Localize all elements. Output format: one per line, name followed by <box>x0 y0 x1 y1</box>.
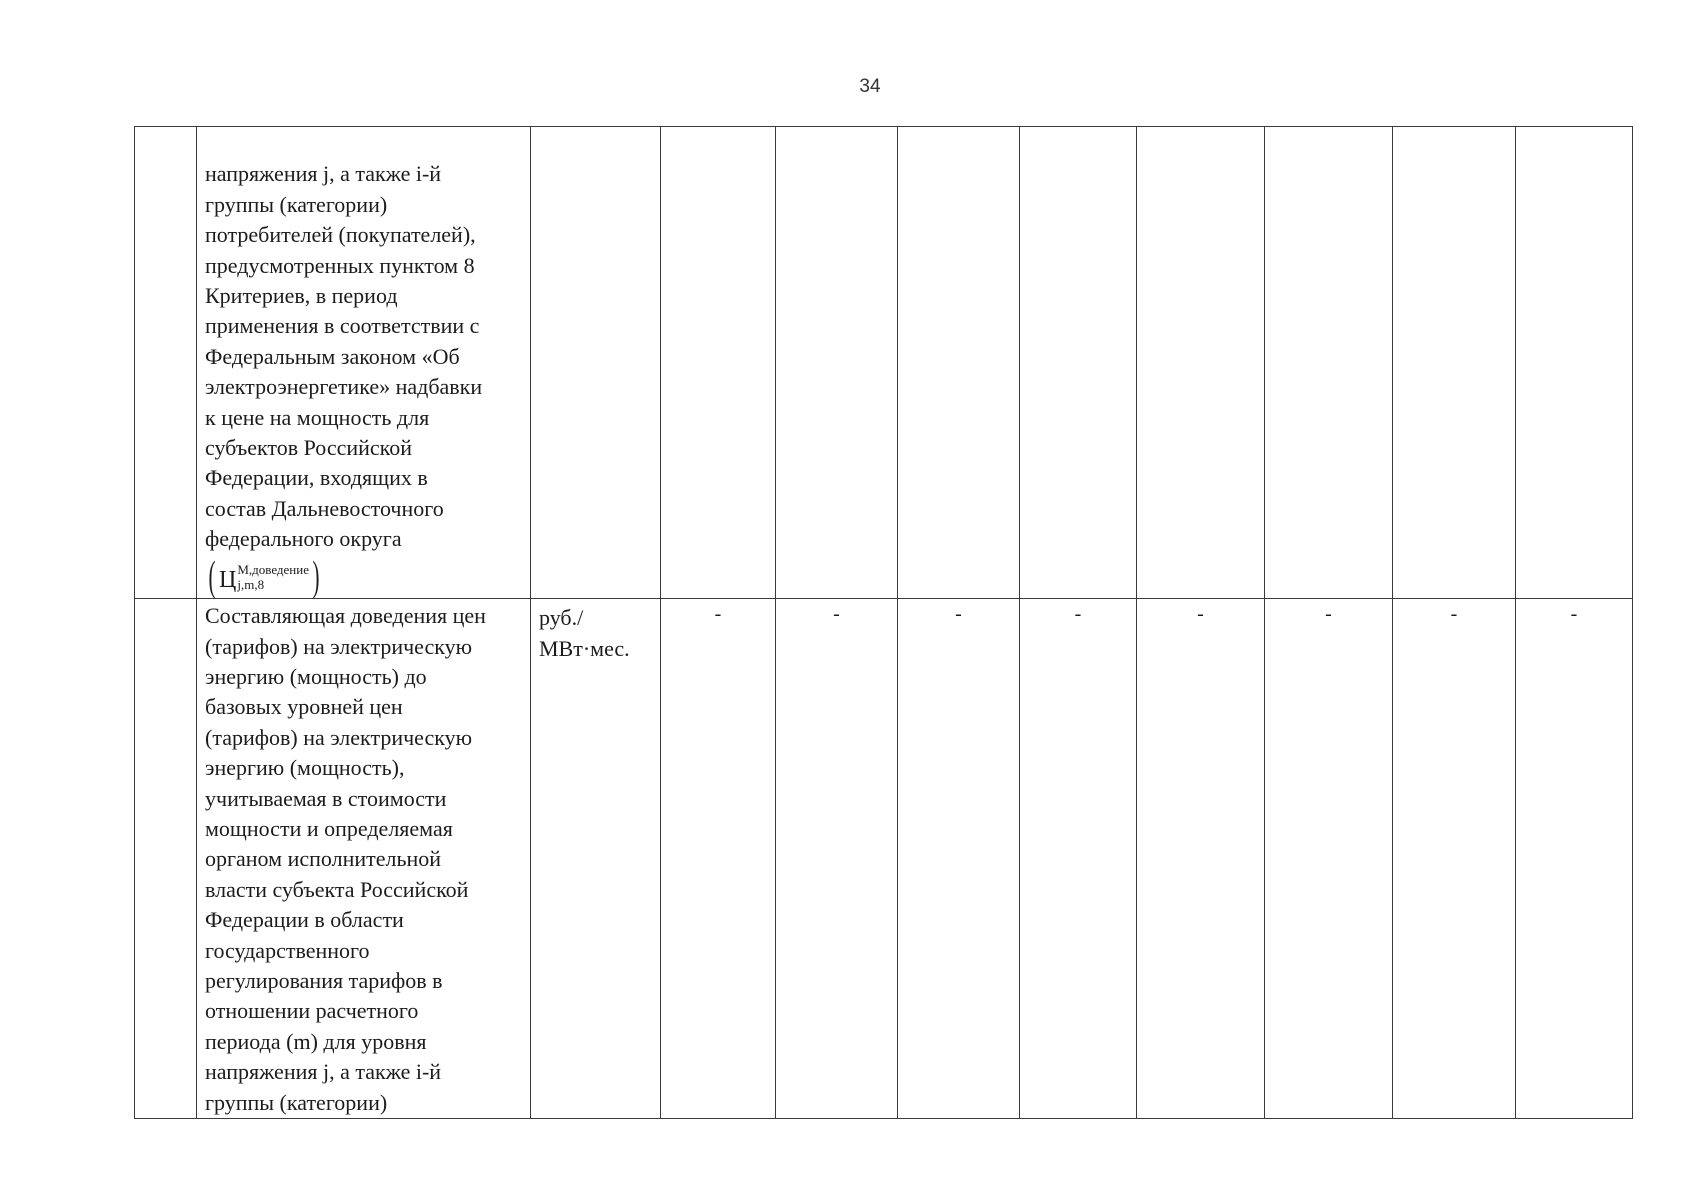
value-cell: - <box>1137 599 1265 1119</box>
row-number-cell <box>135 599 197 1119</box>
formula <box>205 553 323 600</box>
table-row <box>135 599 1633 1119</box>
formula-symbol: Ц <box>219 567 237 594</box>
value-cell <box>1393 127 1516 599</box>
left-paren-icon: ( <box>208 553 216 600</box>
value-cell: - <box>1265 599 1393 1119</box>
units-cell <box>531 127 661 599</box>
units-cell: руб./ МВт·мес. <box>531 599 661 1119</box>
description-text: напряжения j, а также i-й группы (категории) потребителей (покупателей), предусмотренных пунктом 8 Критериев, в период применения в соответствии с Федеральным законом «Об электроэнергетике» надбавки к цене на мощность для субъектов Российской Федерации, входящих в состав Дальневосточного федерального округа <box>205 161 483 552</box>
value-cell: - <box>898 599 1020 1119</box>
formula-superscript: М,доведение <box>237 561 309 577</box>
value-cell <box>1137 127 1265 599</box>
value-cell: - <box>1516 599 1633 1119</box>
value-cell <box>898 127 1020 599</box>
row-number-cell <box>135 127 197 599</box>
value-cell: - <box>776 599 898 1119</box>
description-cell: Составляющая доведения цен (тарифов) на электрическую энергию (мощность) до базовых уровней цен (тарифов) на электрическую энергию (мощность), учитываемая в стоимости мощности и определяемая органом исполнительной власти субъекта Российской Федерации в области государственного регулирования тарифов в отношении расчетного периода (m) для уровня напряжения j, а также i-й группы (категории) <box>197 599 531 1119</box>
value-cell: - <box>661 599 776 1119</box>
value-cell: - <box>1020 599 1137 1119</box>
value-cell: - <box>1393 599 1516 1119</box>
right-paren-icon: ) <box>312 553 320 600</box>
formula-subscript: j,m,8 <box>237 576 265 592</box>
table-row <box>135 127 1633 599</box>
value-cell <box>1516 127 1633 599</box>
value-cell <box>1265 127 1393 599</box>
value-cell <box>776 127 898 599</box>
page-number: 34 <box>859 76 881 97</box>
value-cell <box>1020 127 1137 599</box>
tariff-table <box>134 126 1633 1119</box>
value-cell <box>661 127 776 599</box>
description-cell <box>197 127 531 599</box>
